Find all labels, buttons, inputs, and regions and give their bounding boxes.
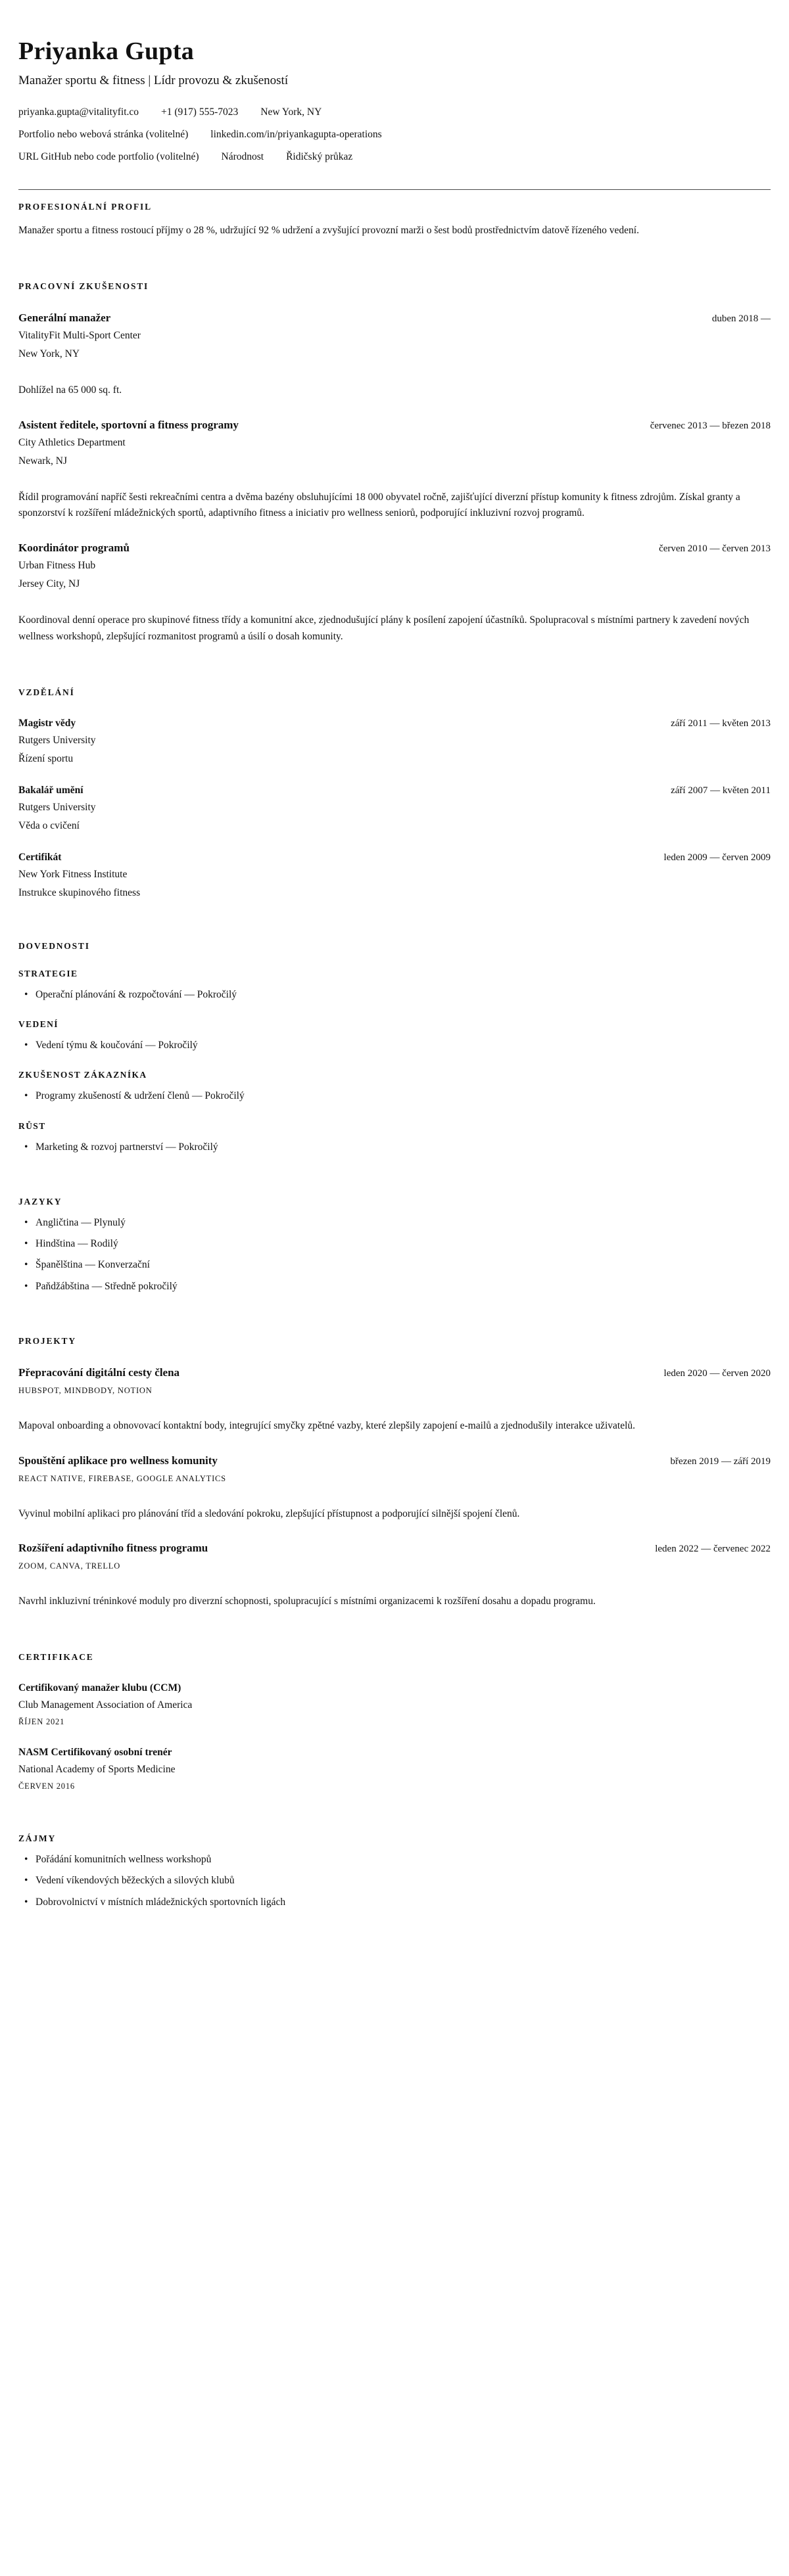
section-experience: [18, 281, 771, 645]
project-title: Přepracování digitální cesty člena: [18, 1366, 180, 1379]
skills-heading: DOVEDNOSTI: [18, 940, 90, 951]
skill-list: [18, 987, 771, 1002]
section-skills: [18, 941, 771, 1155]
interest-item: • Pořádání komunitních wellness workshopů: [18, 1852, 771, 1867]
project-header: [18, 1366, 771, 1379]
project-tools: ZOOM, CANVA, TRELLO: [18, 1561, 121, 1571]
education-header: [18, 718, 771, 729]
interest-item: • Dobrovolnictví v místních mládežnických sportovních ligách: [18, 1895, 771, 1910]
certification-title: NASM Certifikovaný osobní trenér: [18, 1747, 172, 1759]
job-company: Urban Fitness Hub: [18, 560, 96, 572]
certifications-heading: CERTIFIKACE: [18, 1652, 94, 1663]
education-heading: VZDĚLÁNÍ: [18, 687, 75, 697]
project-title: Spouštění aplikace pro wellness komunity: [18, 1454, 218, 1467]
language-item: • Paňdžábština — Středně pokročilý: [18, 1279, 771, 1294]
skill-list: [18, 1038, 771, 1053]
interests-heading: ZÁJMY: [18, 1833, 56, 1844]
github-text: URL GitHub nebo code portfolio (volitelné): [18, 151, 199, 162]
job-location: New York, NY: [18, 348, 80, 359]
language-item: • Hindština — Rodilý: [18, 1236, 771, 1251]
project-description: Mapoval onboarding a obnovovací kontaktní body, integrující smyčky zpětné vazby, které zlepšily zapojení e-mailů a zjednodušily interakce uživatelů.: [18, 1419, 636, 1431]
skill-group-name: ZKUŠENOST ZÁKAZNÍKA: [18, 1070, 147, 1080]
profile-heading: PROFESIONÁLNÍ PROFIL: [18, 202, 152, 212]
job-location: Newark, NJ: [18, 455, 68, 467]
project-entry: [18, 1542, 771, 1610]
education-header: [18, 785, 771, 796]
education-entry: [18, 718, 771, 765]
degree-title: Magistr vědy: [18, 717, 76, 729]
section-certifications: [18, 1652, 771, 1791]
certification-entry: [18, 1682, 771, 1727]
project-dates: březen 2019 — září 2019: [670, 1456, 771, 1467]
degree-dates: leden 2009 — červen 2009: [663, 852, 771, 863]
header-divider: [18, 189, 771, 190]
job-description: Dohlížel na 65 000 sq. ft.: [18, 384, 122, 396]
project-header: [18, 1542, 771, 1555]
section-interests: [18, 1833, 771, 1910]
projects-heading: PROJEKTY: [18, 1335, 76, 1346]
section-profile: [18, 202, 771, 239]
profile-text: Manažer sportu a fitness rostoucí příjmy o 28 %, udržující 92 % udržení a zvyšující provozní marži o šest bodů prostřednictvím datově řízeného vedení.: [18, 225, 639, 236]
field-of-study: Řízení sportu: [18, 752, 74, 764]
section-projects: [18, 1336, 771, 1610]
school-name: Rutgers University: [18, 734, 96, 746]
job-header: [18, 311, 771, 325]
certification-entry: [18, 1747, 771, 1791]
language-item: • Angličtina — Plynulý: [18, 1215, 771, 1230]
resume-header: [18, 37, 771, 163]
project-title: Rozšíření adaptivního fitness programu: [18, 1542, 208, 1555]
candidate-title: Manažer sportu & fitness | Lídr provozu & zkušeností: [18, 74, 289, 87]
job-company: City Athletics Department: [18, 436, 126, 448]
education-entry: [18, 785, 771, 832]
certification-org: Club Management Association of America: [18, 1699, 193, 1711]
skill-list: [18, 1139, 771, 1155]
skill-group: [18, 1019, 771, 1053]
interest-list: [18, 1852, 771, 1910]
project-description: Vyvinul mobilní aplikaci pro plánování tříd a sledování pokroku, zlepšující přístupnost a podporující silnější spojení členů.: [18, 1507, 520, 1519]
job-title: Koordinátor programů: [18, 541, 130, 555]
skill-item: • Programy zkušeností & udržení členů — Pokročilý: [18, 1088, 771, 1103]
contact-row-1: [18, 106, 771, 118]
skill-item: • Operační plánování & rozpočtování — Pokročilý: [18, 987, 771, 1002]
language-item: • Španělština — Konverzační: [18, 1257, 771, 1272]
skill-item: • Marketing & rozvoj partnerství — Pokročilý: [18, 1139, 771, 1155]
job-title: Asistent ředitele, sportovní a fitness programy: [18, 418, 239, 431]
job-header: [18, 541, 771, 555]
certification-org: National Academy of Sports Medicine: [18, 1764, 176, 1776]
project-entry: [18, 1366, 771, 1435]
field-of-study: Věda o cvičení: [18, 819, 80, 831]
certification-title: Certifikovaný manažer klubu (CCM): [18, 1682, 181, 1694]
license-text: Řidičský průkaz: [286, 151, 353, 162]
project-tools: HUBSPOT, MINDBODY, NOTION: [18, 1385, 153, 1395]
certification-date: ŘÍJEN 2021: [18, 1717, 65, 1727]
job-entry: [18, 541, 771, 645]
section-education: [18, 687, 771, 899]
contact-row-2: [18, 129, 771, 141]
phone-text: +1 (917) 555-7023: [161, 106, 239, 118]
skill-list: [18, 1088, 771, 1103]
degree-title: Certifikát: [18, 851, 62, 863]
degree-dates: září 2011 — květen 2013: [671, 718, 771, 729]
school-name: New York Fitness Institute: [18, 868, 128, 880]
contact-row-3: [18, 151, 771, 163]
contact-info: [18, 106, 771, 163]
job-title: Generální manažer: [18, 311, 111, 324]
job-location: Jersey City, NJ: [18, 578, 80, 590]
job-description: Řídil programování napříč šesti rekreačními centra a dvěma bazény obsluhujícími 18 000 obyvatel ročně, zajišťující diverzní přístup komunity k fitness zdrojům. Získal granty a sponzorství k rozšíření mládežnických sportů, adaptivního fitness a iniciativ pro wellness seniorů, podporující inkluzivní rozvoj programů.: [18, 491, 740, 519]
interest-item: • Vedení víkendových běžeckých a silových klubů: [18, 1873, 771, 1888]
location-text: New York, NY: [260, 106, 322, 118]
project-entry: [18, 1454, 771, 1523]
education-header: [18, 852, 771, 863]
project-header: [18, 1454, 771, 1467]
nationality-text: Národnost: [221, 151, 264, 162]
skill-group: [18, 1070, 771, 1103]
skill-item: • Vedení týmu & koučování — Pokročilý: [18, 1038, 771, 1053]
portfolio-text: Portfolio nebo webová stránka (volitelné): [18, 129, 189, 140]
email-text: priyanka.gupta@vitalityfit.co: [18, 106, 139, 118]
skill-group-name: STRATEGIE: [18, 968, 78, 978]
skill-group: [18, 969, 771, 1002]
field-of-study: Instrukce skupinového fitness: [18, 886, 141, 898]
degree-title: Bakalář umění: [18, 784, 84, 796]
project-dates: leden 2022 — červenec 2022: [655, 1544, 771, 1555]
education-entry: [18, 852, 771, 899]
job-dates: červen 2010 — červen 2013: [659, 543, 771, 555]
language-list: [18, 1215, 771, 1294]
degree-dates: září 2007 — květen 2011: [671, 785, 771, 796]
job-entry: [18, 311, 771, 399]
project-tools: REACT NATIVE, FIREBASE, GOOGLE ANALYTICS: [18, 1473, 226, 1483]
project-dates: leden 2020 — červen 2020: [663, 1368, 771, 1379]
job-dates: duben 2018 —: [711, 313, 771, 324]
job-header: [18, 419, 771, 432]
job-description: Koordinoval denní operace pro skupinové fitness třídy a komunitní akce, zjednodušující plány k posílení zapojení účastníků. Spolupracoval s místními partnery k zavedení nových wellness workshopů, zlepšující rozmanitost programů a úsilí o dosah komunity.: [18, 614, 750, 642]
skill-group: [18, 1121, 771, 1155]
school-name: Rutgers University: [18, 801, 96, 813]
skill-group-name: VEDENÍ: [18, 1019, 59, 1030]
certification-date: ČERVEN 2016: [18, 1782, 75, 1791]
candidate-name: Priyanka Gupta: [18, 37, 195, 65]
job-company: VitalityFit Multi-Sport Center: [18, 329, 141, 341]
section-languages: [18, 1197, 771, 1294]
linkedin-text: linkedin.com/in/priyankagupta-operations: [210, 129, 382, 140]
languages-heading: JAZYKY: [18, 1196, 62, 1207]
experience-heading: PRACOVNÍ ZKUŠENOSTI: [18, 281, 149, 291]
job-dates: červenec 2013 — březen 2018: [650, 420, 771, 431]
skill-group-name: RŮST: [18, 1120, 46, 1131]
job-entry: [18, 419, 771, 522]
project-description: Navrhl inkluzivní tréninkové moduly pro diverzní schopnosti, spolupracující s místními organizacemi k rozšíření dosahu a dopadu programu.: [18, 1596, 596, 1607]
